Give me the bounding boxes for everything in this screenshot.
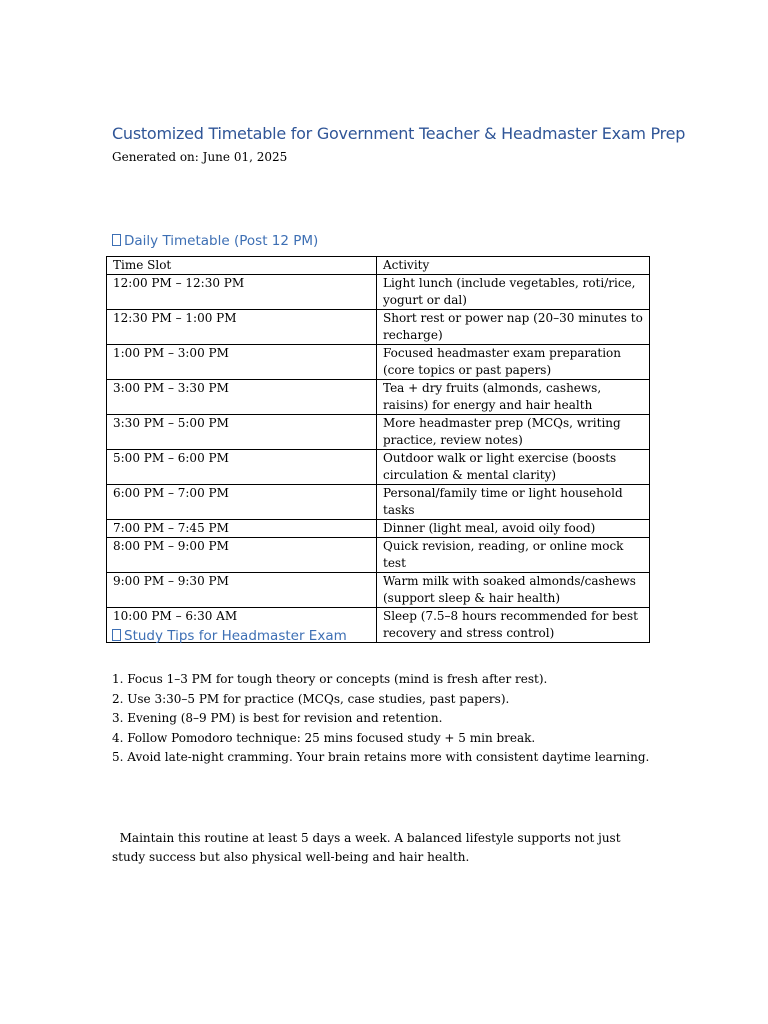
time-slot-cell: 6:00 PM – 7:00 PM bbox=[107, 485, 377, 520]
table-row bbox=[107, 538, 650, 573]
table-row bbox=[107, 310, 650, 345]
table-row bbox=[107, 485, 650, 520]
column-header-activity: Activity bbox=[377, 257, 650, 275]
activity-cell: Dinner (light meal, avoid oily food) bbox=[377, 520, 650, 538]
table-row bbox=[107, 450, 650, 485]
activity-cell: Sleep (7.5–8 hours recommended for best recovery and stress control) bbox=[377, 608, 650, 643]
time-slot-cell: 8:00 PM – 9:00 PM bbox=[107, 538, 377, 573]
table-row bbox=[107, 415, 650, 450]
daily-timetable-heading-text: Daily Timetable (Post 12 PM) bbox=[124, 233, 319, 249]
column-header-time-slot: Time Slot bbox=[107, 257, 377, 275]
activity-cell: Light lunch (include vegetables, roti/rice, yogurt or dal) bbox=[377, 275, 650, 310]
list-item: 4. Follow Pomodoro technique: 25 mins focused study + 5 min break. bbox=[112, 730, 536, 745]
time-slot-cell: 10:00 PM – 6:30 AM bbox=[107, 608, 377, 643]
time-slot-cell: 3:00 PM – 3:30 PM bbox=[107, 380, 377, 415]
activity-cell: Focused headmaster exam preparation (core topics or past papers) bbox=[377, 345, 650, 380]
time-slot-cell: 12:30 PM – 1:00 PM bbox=[107, 310, 377, 345]
time-slot-cell: 1:00 PM – 3:00 PM bbox=[107, 345, 377, 380]
table-row bbox=[107, 573, 650, 608]
activity-cell: Quick revision, reading, or online mock test bbox=[377, 538, 650, 573]
activity-cell: More headmaster prep (MCQs, writing practice, review notes) bbox=[377, 415, 650, 450]
table-row bbox=[107, 345, 650, 380]
activity-cell: Short rest or power nap (20–30 minutes to recharge) bbox=[377, 310, 650, 345]
study-tips-heading bbox=[112, 628, 347, 644]
daily-timetable-heading bbox=[112, 233, 318, 249]
unrendered-emoji-icon bbox=[112, 234, 121, 246]
table-row bbox=[107, 520, 650, 538]
timetable-header-row bbox=[107, 257, 650, 275]
timetable bbox=[106, 256, 650, 643]
time-slot-cell: 12:00 PM – 12:30 PM bbox=[107, 275, 377, 310]
list-item: 5. Avoid late-night cramming. Your brain retains more with consistent daytime learning. bbox=[112, 750, 650, 764]
list-item: 3. Evening (8–9 PM) is best for revision and retention. bbox=[112, 711, 443, 725]
time-slot-cell: 5:00 PM – 6:00 PM bbox=[107, 450, 377, 485]
study-tips-list bbox=[112, 670, 649, 768]
unrendered-emoji-icon bbox=[112, 629, 121, 641]
closing-note bbox=[112, 829, 652, 866]
study-tips-heading-text: Study Tips for Headmaster Exam bbox=[124, 628, 347, 644]
table-row bbox=[107, 380, 650, 415]
document-title: Customized Timetable for Government Teacher & Headmaster Exam Prep bbox=[112, 124, 686, 143]
activity-cell: Outdoor walk or light exercise (boosts circulation & mental clarity) bbox=[377, 450, 650, 485]
time-slot-cell: 7:00 PM – 7:45 PM bbox=[107, 520, 377, 538]
activity-cell: Warm milk with soaked almonds/cashews (support sleep & hair health) bbox=[377, 573, 650, 608]
list-item: 2. Use 3:30–5 PM for practice (MCQs, case studies, past papers). bbox=[112, 691, 510, 706]
list-item: 1. Focus 1–3 PM for tough theory or concepts (mind is fresh after rest). bbox=[112, 672, 548, 686]
table-row bbox=[107, 275, 650, 310]
time-slot-cell: 3:30 PM – 5:00 PM bbox=[107, 415, 377, 450]
generated-date: Generated on: June 01, 2025 bbox=[112, 150, 288, 164]
time-slot-cell: 9:00 PM – 9:30 PM bbox=[107, 573, 377, 608]
activity-cell: Tea + dry fruits (almonds, cashews, raisins) for energy and hair health bbox=[377, 380, 650, 415]
activity-cell: Personal/family time or light household tasks bbox=[377, 485, 650, 520]
closing-note-text: Maintain this routine at least 5 days a week. A balanced lifestyle supports not just study success but also physical well-being and hair health. bbox=[112, 831, 621, 864]
